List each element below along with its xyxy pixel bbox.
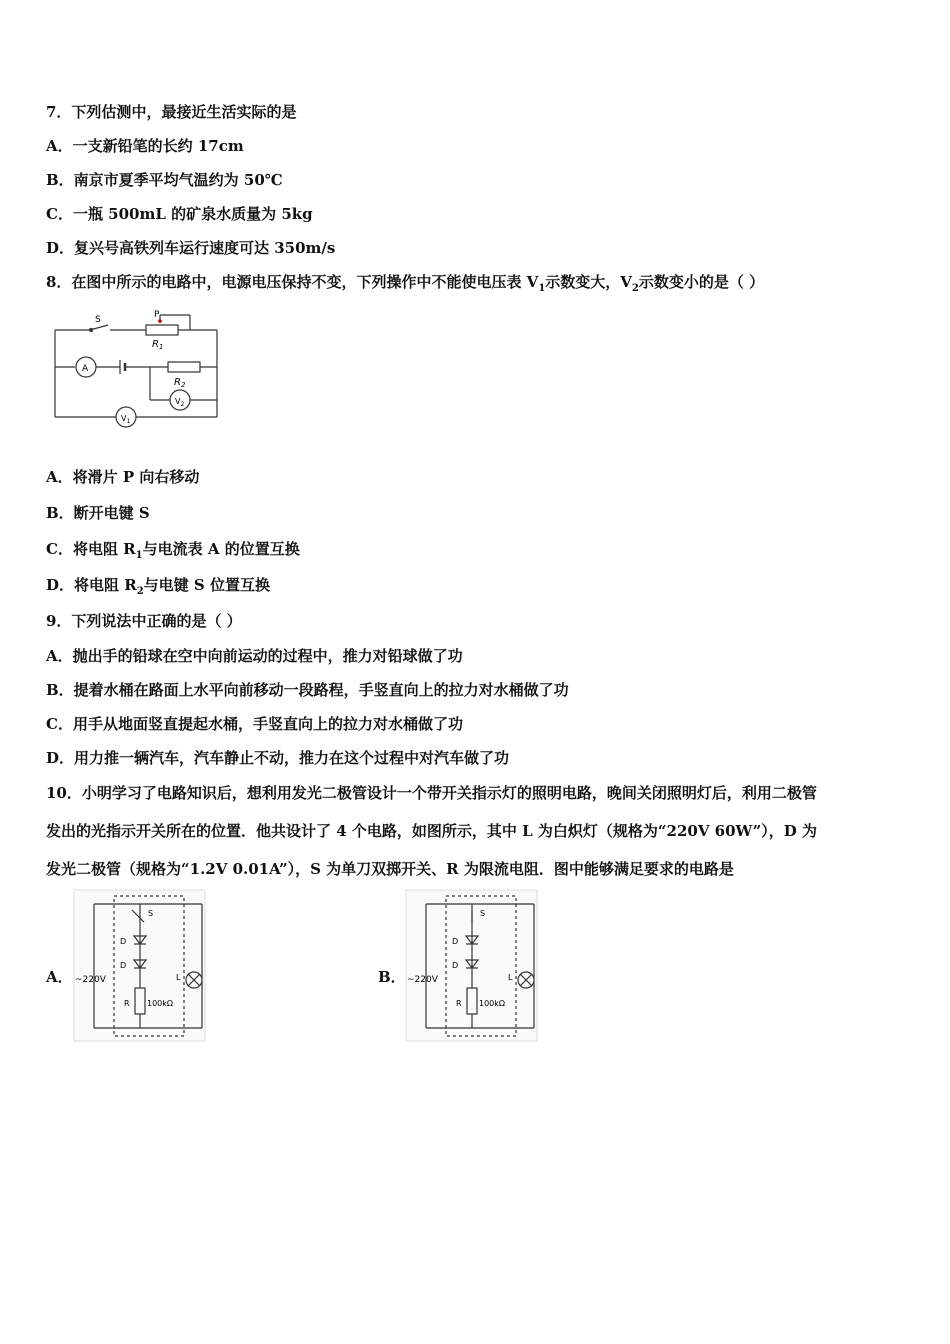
q8-option-d: D．将电阻 $R_2$与电键 S 位置互换 (46, 576, 270, 597)
r1-label: $R_1$ (152, 339, 164, 351)
lamp-label: L (508, 973, 513, 982)
diode-label-2: D (452, 961, 459, 970)
switch-label: S (480, 909, 486, 918)
q8-option-a: A．将滑片 P 向右移动 (46, 468, 200, 486)
q8-circuit-diagram (50, 305, 225, 430)
switch-s-label: S (95, 315, 101, 325)
lamp-label: L (176, 973, 181, 982)
q9-stem: 9．下列说法中正确的是（ ） (46, 612, 242, 630)
q10-option-a-label: A． (46, 968, 73, 986)
resistor-value: 100kΩ (147, 999, 174, 1008)
diode-label-1: D (452, 937, 459, 946)
q7-option-c: C．一瓶 500mL 的矿泉水质量为 5kg (46, 205, 313, 223)
resistor-label: R (124, 999, 130, 1008)
diode-label-2: D (120, 961, 127, 970)
v1-label: $V_1$ (121, 414, 131, 425)
voltage-label: ~220V (407, 975, 438, 985)
v2-label: $V_2$ (175, 397, 185, 408)
q9-option-b: B．提着水桶在路面上水平向前移动一段路程，手竖直向上的拉力对水桶做了功 (46, 681, 569, 699)
q10-stem: 10．小明学习了电路知识后，想利用发光二极管设计一个带开关指示灯的照明电路，晚间关闭照明灯后，利用二极管 发出的光指示开关所在的位置．他共设计了 4 个电路，如图所示，其中 L 为白炽灯（规格为“220V 60W”），D 为 发光二极管（规格为“1.2V 0.01A”），S 为单刀双掷开关、R 为限流电阻．图中能够满足要求的电路是 (46, 784, 818, 878)
q7-option-d: D．复兴号高铁列车运行速度可达 350m/s (46, 239, 336, 257)
ammeter-label: A (82, 364, 89, 374)
q9-option-d: D．用力推一辆汽车，汽车静止不动，推力在这个过程中对汽车做了功 (46, 749, 510, 767)
q10-circuit-a (72, 888, 207, 1043)
resistor-label: R (456, 999, 462, 1008)
q9-option-a: A．抛出手的铅球在空中向前运动的过程中，推力对铅球做了功 (46, 647, 463, 665)
q9-option-c: C．用手从地面竖直提起水桶，手竖直向上的拉力对水桶做了功 (46, 715, 463, 733)
q10-option-b-label: B． (378, 968, 406, 986)
r2-label: $R_2$ (174, 377, 186, 389)
switch-label: S (148, 909, 154, 918)
q7-option-b: B．南京市夏季平均气温约为 50℃ (46, 171, 283, 189)
q8-option-c: C．将电阻 $R_1$与电流表 A 的位置互换 (46, 540, 300, 561)
q8-stem: 8．在图中所示的电路中，电源电压保持不变，下列操作中不能使电压表 $V_1$示数变大，$V_2$示数变小的是（ ） (46, 273, 765, 294)
resistor-value: 100kΩ (479, 999, 506, 1008)
diode-label-1: D (120, 937, 127, 946)
q8-option-b: B．断开电键 S (46, 504, 150, 522)
slider-p-label: P (154, 310, 160, 320)
q7-option-a: A．一支新铅笔的长约 17cm (46, 137, 244, 155)
q7-stem: 7．下列估测中，最接近生活实际的是 (46, 103, 297, 121)
q10-circuit-b (404, 888, 539, 1043)
voltage-label: ~220V (75, 975, 106, 985)
